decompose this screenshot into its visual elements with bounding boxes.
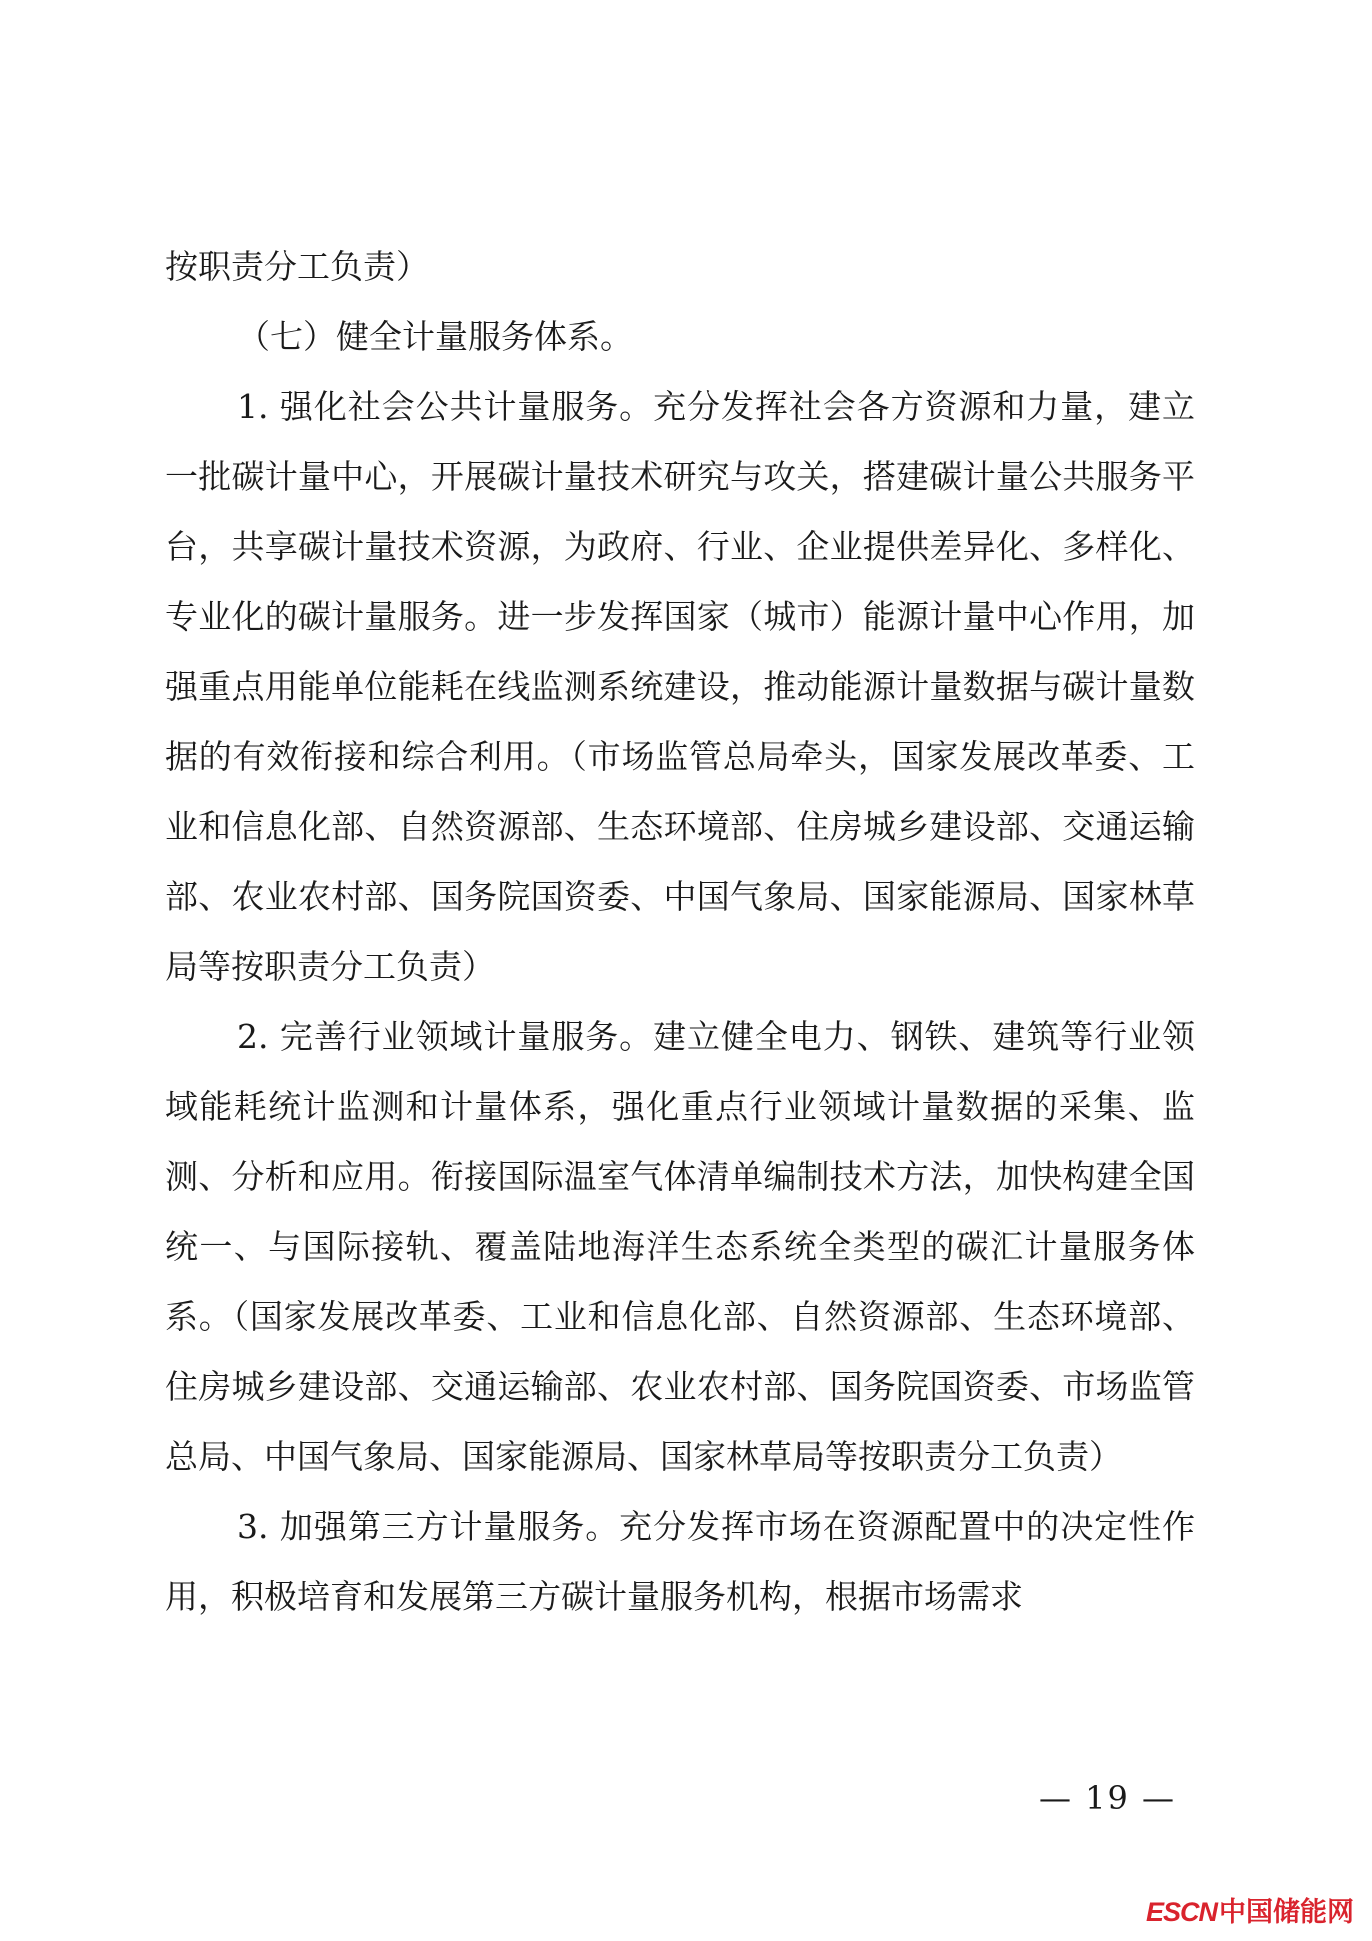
watermark-name: 中国储能网 xyxy=(1219,1897,1354,1927)
paragraph-item-3: 3. 加强第三方计量服务。充分发挥市场在资源配置中的决定性作用，积极培育和发展第三方碳计量服务机构，根据市场需求 xyxy=(165,1507,1195,1616)
document-body xyxy=(165,232,1195,1632)
paragraph-item-1: 1. 强化社会公共计量服务。充分发挥社会各方资源和力量，建立一批碳计量中心，开展碳计量技术研究与攻关，搭建碳计量公共服务平台，共享碳计量技术资源，为政府、行业、企业提供差异化、多样化、专业化的碳计量服务。进一步发挥国家（城市）能源计量中心作用，加强重点用能单位能耗在线监测系统建设，推动能源计量数据与碳计量数据的有效衔接和综合利用。（市场监管总局牵头，国家发展改革委、工业和信息化部、自然资源部、生态环境部、住房城乡建设部、交通运输部、农业农村部、国务院国资委、中国气象局、国家能源局、国家林草局等按职责分工负责） xyxy=(165,387,1195,986)
watermark-logo xyxy=(1146,1895,1354,1929)
page-number: — 19 — xyxy=(1038,1779,1176,1817)
paragraph-item-2: 2. 完善行业领域计量服务。建立健全电力、钢铁、建筑等行业领域能耗统计监测和计量体系，强化重点行业领域计量数据的采集、监测、分析和应用。衔接国际温室气体清单编制技术方法，加快构建全国统一、与国际接轨、覆盖陆地海洋生态系统全类型的碳汇计量服务体系。（国家发展改革委、工业和信息化部、自然资源部、生态环境部、住房城乡建设部、交通运输部、农业农村部、国务院国资委、市场监管总局、中国气象局、国家能源局、国家林草局等按职责分工负责） xyxy=(165,1017,1195,1476)
section-heading: （七）健全计量服务体系。 xyxy=(237,317,633,356)
paragraph-continuation: 按职责分工负责） xyxy=(165,247,429,286)
watermark-brand: ESCN xyxy=(1145,1897,1217,1927)
